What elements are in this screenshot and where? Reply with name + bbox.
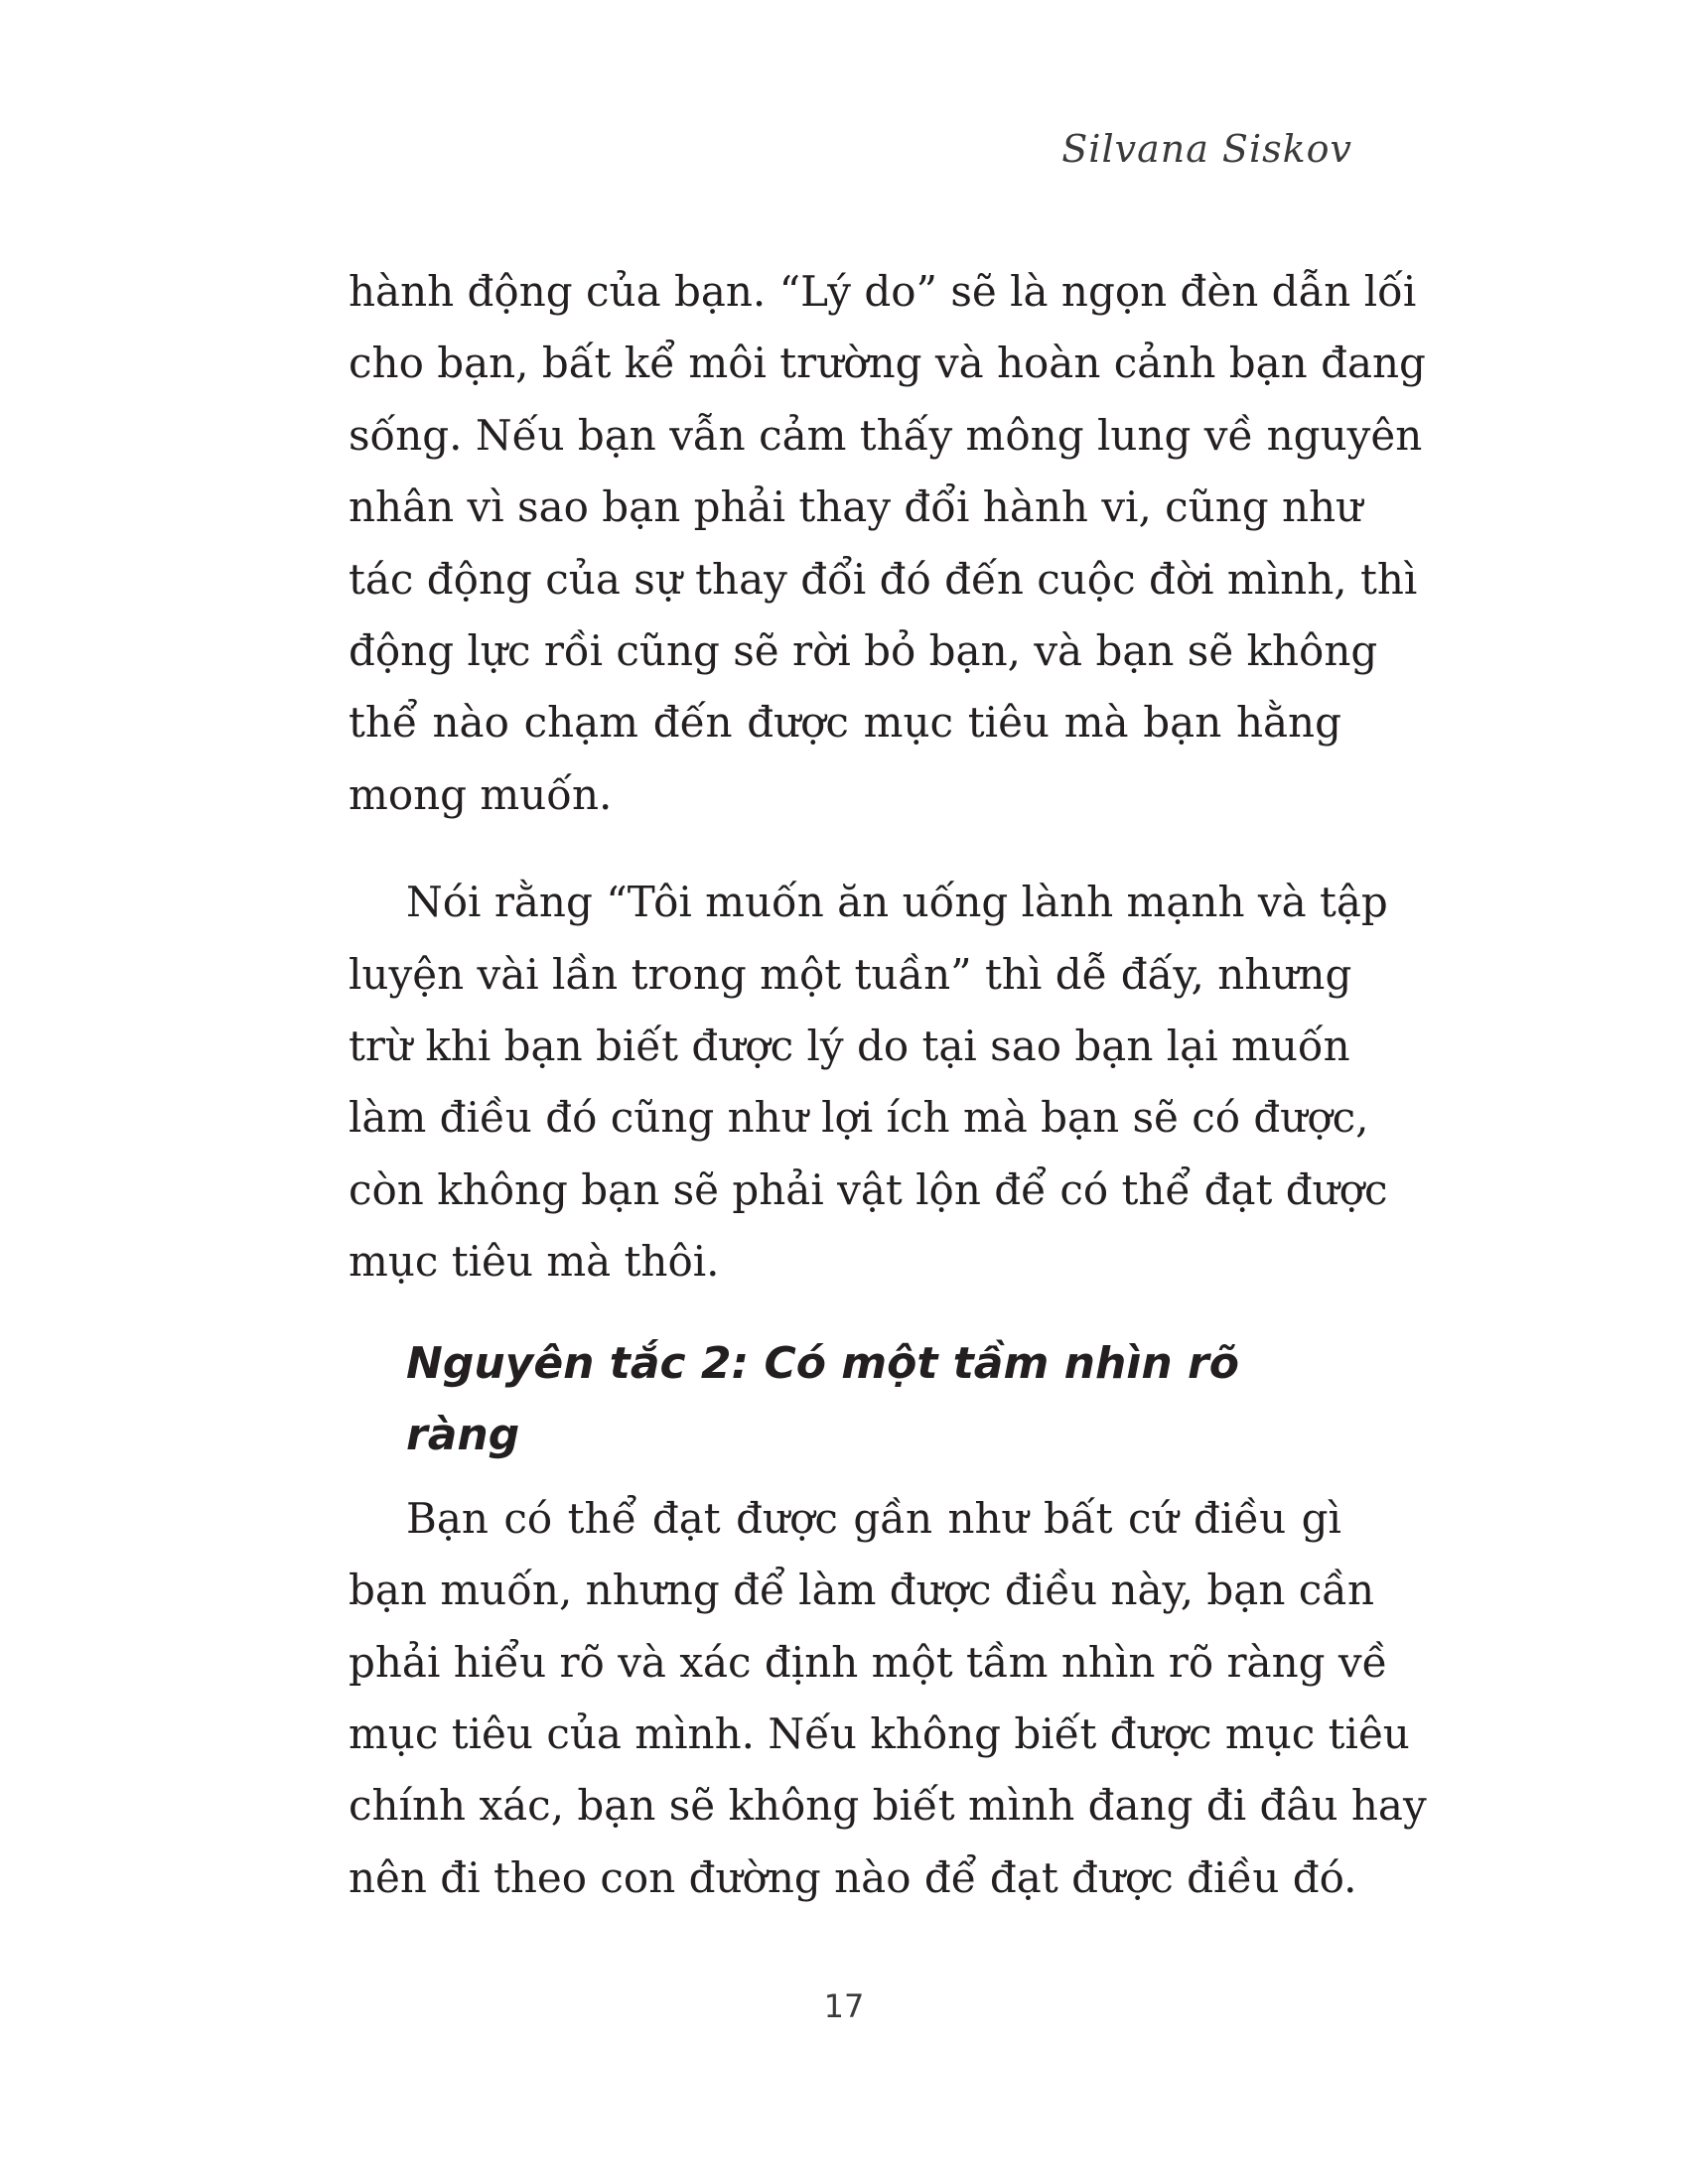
text-line: cho bạn, bất kể môi trường và hoàn cảnh bạn đang	[349, 339, 1426, 388]
text-line: Nói rằng “Tôi muốn ăn uống lành mạnh và tập	[406, 878, 1388, 927]
text-line: trừ khi bạn biết được lý do tại sao bạn lại muốn	[349, 1022, 1350, 1071]
heading-spacer	[349, 1298, 1341, 1328]
text-line: bạn muốn, nhưng để làm được điều này, bạn cần	[349, 1566, 1375, 1615]
text-line: chính xác, bạn sẽ không biết mình đang đi đâu hay	[349, 1781, 1427, 1831]
text-line: mong muốn.	[349, 769, 613, 819]
heading-spacer	[349, 1471, 1341, 1483]
text-line: động lực rồi cũng sẽ rời bỏ bạn, và bạn sẽ không	[349, 626, 1378, 676]
text-line: phải hiểu rõ và xác định một tầm nhìn rõ ràng về	[349, 1637, 1388, 1687]
text-line: mục tiêu của mình. Nếu không biết được mục tiêu	[349, 1708, 1410, 1758]
text-line: nên đi theo con đường nào để đạt được điều đó.	[349, 1852, 1357, 1902]
text-line: tác động của sự thay đổi đó đến cuộc đời mình, thì	[349, 554, 1418, 604]
text-line: làm điều đó cũng như lợi ích mà bạn sẽ có được,	[349, 1093, 1369, 1143]
paragraph-2	[349, 867, 1388, 1297]
section-heading: Nguyên tắc 2: Có một tầm nhìn rõ ràng	[406, 1337, 1239, 1460]
text-line: mục tiêu mà thôi.	[349, 1237, 720, 1287]
body-text	[349, 256, 1427, 1914]
paragraph-3	[349, 1483, 1427, 1914]
text-line: nhân vì sao bạn phải thay đổi hành vi, cũng như	[349, 482, 1363, 532]
text-line: thể nào chạm đến được mục tiêu mà bạn hằng	[349, 698, 1341, 748]
text-line: hành động của bạn. “Lý do” sẽ là ngọn đèn dẫn lối	[349, 267, 1417, 316]
page-number: 17	[823, 1987, 865, 2025]
text-line: Bạn có thể đạt được gần như bất cứ điều gì	[406, 1493, 1341, 1543]
text-line: luyện vài lần trong một tuần” thì dễ đấy, nhưng	[349, 949, 1352, 999]
text-line: sống. Nếu bạn vẫn cảm thấy mông lung về nguyên	[349, 410, 1423, 460]
paragraph-1	[349, 256, 1426, 831]
paragraph-spacer	[349, 831, 1341, 867]
running-header-author: Silvana Siskov	[1061, 127, 1352, 171]
text-line: còn không bạn sẽ phải vật lộn để có thể đạt được	[349, 1164, 1388, 1214]
